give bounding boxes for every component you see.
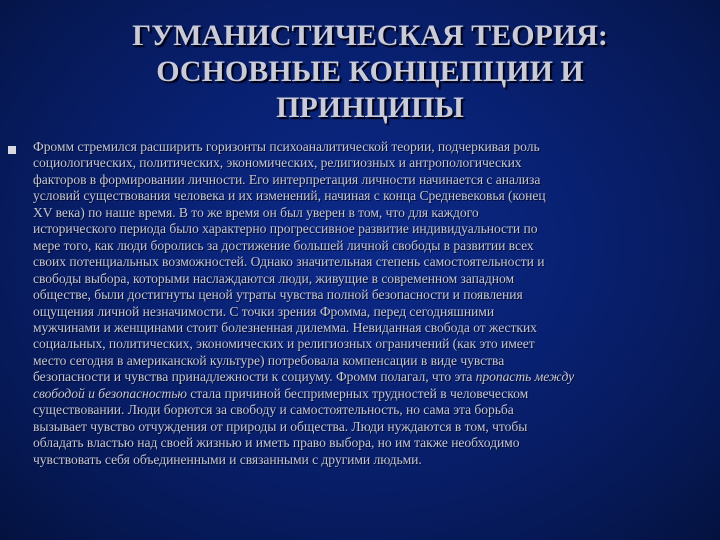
body-line: своих потенциальных возможностей. Однако значительная степень самостоятельности и <box>33 254 545 270</box>
body-line: мере того, как люди боролись за достижение большей личной свободы в развитии всех <box>33 237 534 253</box>
body-line: стала причиной беспримерных трудностей в человеческом <box>186 385 529 401</box>
body-line: Фромм стремился расширить горизонты психоаналитической теории, подчеркивая роль <box>33 139 540 154</box>
body-line: XV века) по наше время. В то же время он был уверен в том, что для каждого <box>33 204 479 220</box>
body-line: социальных, политических, экономических и религиозных ограничений (как это имеет <box>33 336 535 352</box>
title-line-3: ПРИНЦИПЫ <box>276 91 464 124</box>
body-line: условий существования человека и их изменений, начиная с конца Средневековья (конец <box>33 188 546 204</box>
body-line: обществе, были достигнуты ценой утраты чувства полной безопасности и появления <box>33 287 523 303</box>
body-line: существовании. Люди борются за свободу и самостоятельность, но сама эта борьба <box>33 402 514 418</box>
body-line: вызывает чувство отчуждения от природы и общества. Люди нуждаются в том, чтобы <box>33 418 528 434</box>
body-line: мужчинами и женщинами стоит болезненная дилемма. Невиданная свобода от жестких <box>33 319 537 335</box>
body-line: свободы выбора, которыми наслаждаются люди, живущие в современном западном <box>33 270 514 286</box>
title-line-1: ГУМАНИСТИЧЕСКАЯ ТЕОРИЯ: <box>132 19 608 52</box>
body-line: исторического периода было характерно прогрессивное развитие индивидуальности по <box>33 221 538 237</box>
italic-phrase: пропасть между <box>475 369 575 385</box>
square-bullet-icon <box>8 146 16 154</box>
body-line: место сегодня в американской культуре) потребовала компенсации в виде чувства <box>33 352 505 368</box>
body-line: безопасности и чувства принадлежности к социуму. Фромм полагал, что эта <box>33 369 476 385</box>
bullet-paragraph <box>33 139 708 468</box>
title-line-2: ОСНОВНЫЕ КОНЦЕПЦИИ И <box>156 55 584 88</box>
body-line: ощущения личной незначимости. С точки зрения Фромма, перед сегодняшними <box>33 303 495 319</box>
slide-title <box>60 18 680 126</box>
italic-phrase: свободой и безопасностью <box>33 385 187 401</box>
body-line: факторов в формировании личности. Его интерпретация личности начинается с анализа <box>33 171 541 187</box>
body-line: чувствовать себя объединенными и связанными с другими людьми. <box>33 451 422 467</box>
body-line: социологических, политических, экономических, религиозных и антропологических <box>33 155 522 171</box>
body-line: обладать властью над своей жизнью и иметь право выбора, но им также необходимо <box>33 435 520 451</box>
